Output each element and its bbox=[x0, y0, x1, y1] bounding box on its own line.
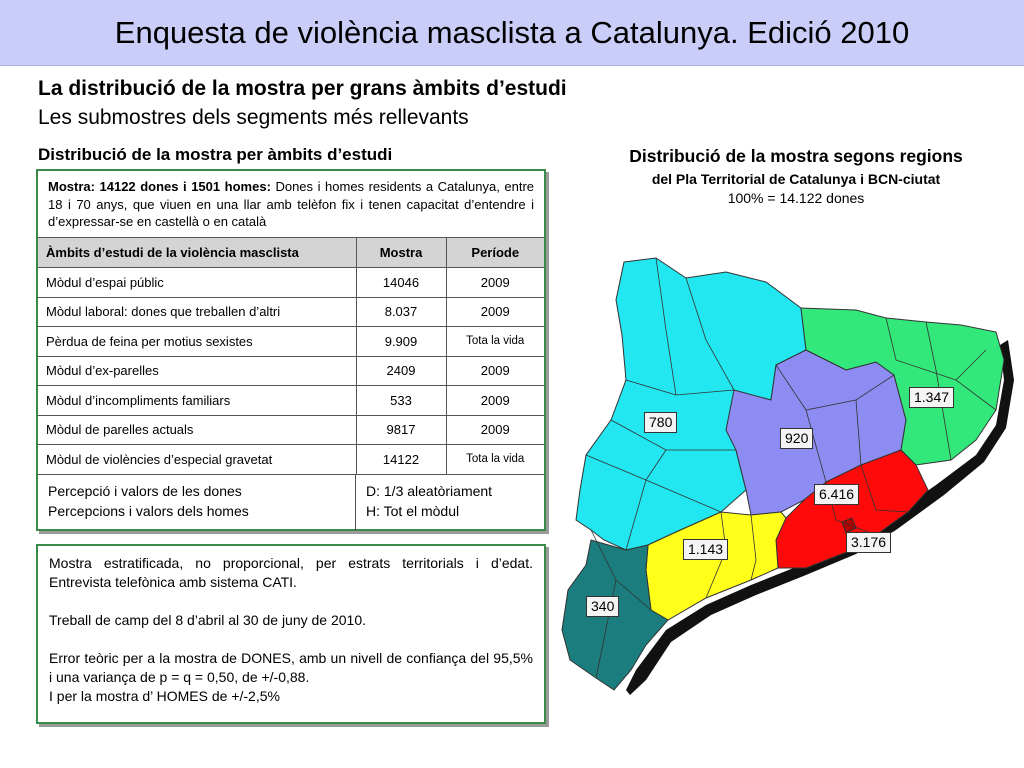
perception-men: Percepcions i valors dels homes bbox=[48, 502, 249, 519]
table-row bbox=[38, 386, 544, 416]
cell-period: 2009 bbox=[446, 415, 544, 445]
cell-period: 2009 bbox=[446, 268, 544, 298]
cell-module: Pèrdua de feina per motius sexistes bbox=[38, 327, 356, 357]
catalonia-regions-map bbox=[556, 250, 1020, 695]
cell-module: Mòdul de violències d’especial gravetat bbox=[38, 445, 356, 475]
note-stratification: Mostra estratificada, no proporcional, per estrats territorials i d’edat. Entrevista telefònica amb sistema CATI. bbox=[49, 555, 533, 590]
table-row bbox=[38, 415, 544, 445]
label-teal: 340 bbox=[586, 596, 619, 617]
table-row bbox=[38, 445, 544, 475]
table-row bbox=[38, 356, 544, 386]
cell-period: 2009 bbox=[446, 356, 544, 386]
subtitle-secondary: Les submostres dels segments més rellevants bbox=[38, 106, 469, 129]
study-areas-table bbox=[38, 238, 544, 475]
perception-sampling bbox=[356, 475, 502, 531]
cell-period: 2009 bbox=[446, 386, 544, 416]
cell-sample: 14046 bbox=[356, 268, 446, 298]
label-bcn: 3.176 bbox=[846, 532, 891, 553]
cell-sample: 8.037 bbox=[356, 297, 446, 327]
cell-module: Mòdul d’ex-parelles bbox=[38, 356, 356, 386]
sampling-women: D: 1/3 aleatòriament bbox=[366, 482, 493, 499]
map-svg bbox=[556, 250, 1020, 695]
perception-modules bbox=[38, 475, 356, 531]
cell-module: Mòdul d’espai públic bbox=[38, 268, 356, 298]
cell-module: Mòdul d’incompliments familiars bbox=[38, 386, 356, 416]
table-row bbox=[38, 327, 544, 357]
cell-sample: 14122 bbox=[356, 445, 446, 475]
map-subtitle: del Pla Territorial de Catalunya i BCN-ciutat bbox=[651, 171, 941, 187]
label-purple: 920 bbox=[780, 428, 813, 449]
subtitle-main: La distribució de la mostra per grans àmbits d’estudi bbox=[38, 77, 567, 100]
label-cyan: 780 bbox=[644, 412, 677, 433]
label-yellow: 1.143 bbox=[683, 539, 728, 560]
cell-period: Tota la vida bbox=[446, 445, 544, 475]
sample-description-text: Dones i homes residents a Catalunya, entre 18 i 70 anys, que viuen en una llar amb telèfon fix i tenen capacitat d’entendre i d’expressar-se en castellà o en català bbox=[48, 179, 535, 229]
note-error-men: I per la mostra d’ HOMES de +/-2,5% bbox=[49, 688, 280, 704]
label-red: 6.416 bbox=[814, 484, 859, 505]
title-bar bbox=[0, 0, 1024, 66]
cell-module: Mòdul de parelles actuals bbox=[38, 415, 356, 445]
cell-sample: 533 bbox=[356, 386, 446, 416]
sample-description bbox=[38, 171, 544, 238]
cell-module: Mòdul laboral: dones que treballen d’altri bbox=[38, 297, 356, 327]
table-row bbox=[38, 268, 544, 298]
sample-description-label: Mostra: 14122 dones i 1501 homes: bbox=[48, 179, 271, 194]
cell-period: 2009 bbox=[446, 297, 544, 327]
methodology-notes bbox=[36, 544, 546, 724]
column-header-period: Període bbox=[446, 238, 544, 268]
note-error-women: Error teòric per a la mostra de DONES, amb un nivell de confiança del 95,5% i una variança de p = q = 0,50, de +/-0,88. bbox=[49, 650, 533, 685]
cell-sample: 9817 bbox=[356, 415, 446, 445]
cell-sample: 2409 bbox=[356, 356, 446, 386]
perception-row bbox=[38, 475, 544, 531]
map-total: 100% = 14.122 dones bbox=[727, 190, 865, 206]
perception-women: Percepció i valors de les dones bbox=[48, 482, 242, 499]
table-header-row bbox=[38, 238, 544, 268]
note-fieldwork: Treball de camp del 8 d’abril al 30 de juny de 2010. bbox=[49, 612, 367, 628]
page-title: Enquesta de violència masclista a Catalunya. Edició 2010 bbox=[114, 14, 910, 50]
map-heading-block bbox=[578, 146, 1014, 206]
table-row bbox=[38, 297, 544, 327]
map-title: Distribució de la mostra segons regions bbox=[629, 146, 963, 166]
table-heading: Distribució de la mostra per àmbits d’estudi bbox=[38, 145, 393, 164]
cell-period: Tota la vida bbox=[446, 327, 544, 357]
sample-table-box bbox=[36, 169, 546, 531]
label-green: 1.347 bbox=[909, 387, 954, 408]
cell-sample: 9.909 bbox=[356, 327, 446, 357]
sampling-men: H: Tot el mòdul bbox=[366, 502, 460, 519]
column-header-area: Àmbits d’estudi de la violència masclista bbox=[38, 238, 356, 268]
column-header-sample: Mostra bbox=[356, 238, 446, 268]
